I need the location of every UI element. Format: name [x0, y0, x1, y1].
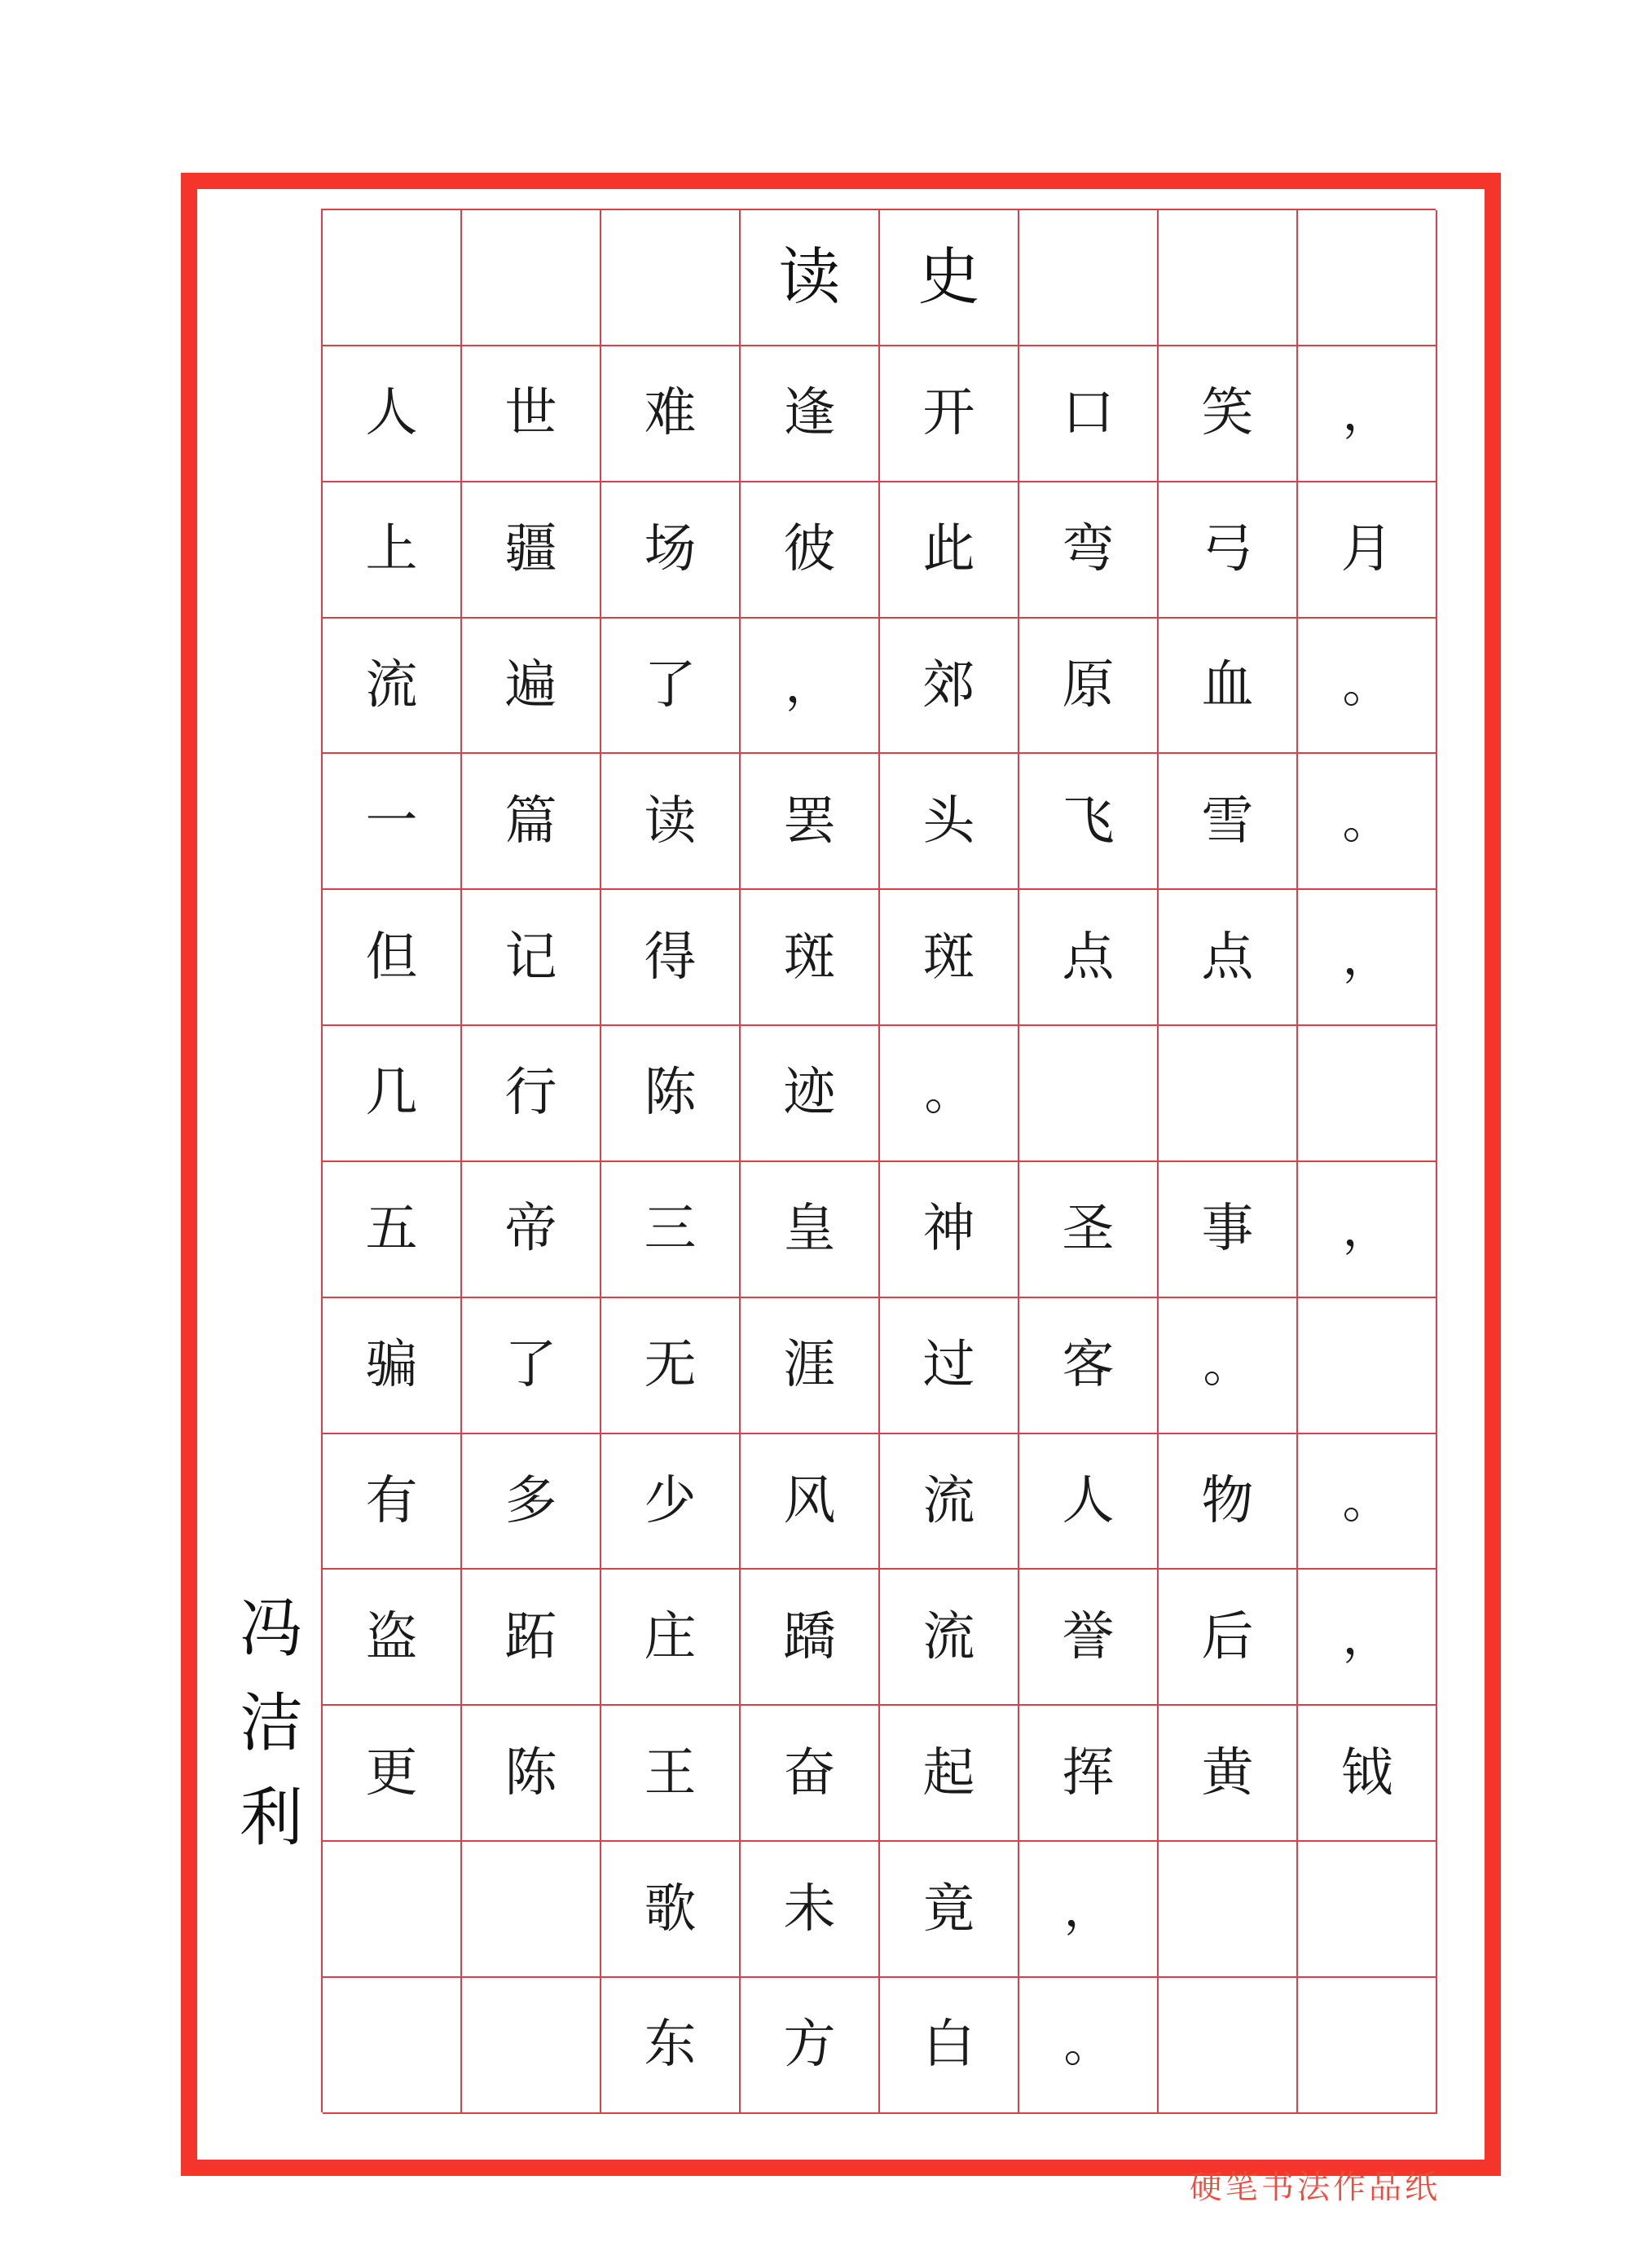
grid-cell [1298, 1978, 1437, 2114]
grid-cell: 奋 [741, 1706, 880, 1842]
grid-cell: 涯 [741, 1298, 880, 1434]
grid-cell: 钺 [1298, 1706, 1437, 1842]
grid-cell: 。 [1019, 1978, 1159, 2114]
grid-cell: 跖 [462, 1570, 601, 1706]
grid-cell: 难 [601, 346, 741, 482]
grid-cell: 血 [1159, 619, 1298, 755]
grid-cell [1019, 210, 1159, 346]
grid-cell: 篇 [462, 754, 601, 890]
grid-cell: 庄 [601, 1570, 741, 1706]
grid-cell: 口 [1019, 346, 1159, 482]
grid-cell: 了 [601, 619, 741, 755]
grid-cell: 开 [880, 346, 1019, 482]
grid-cell: 原 [1019, 619, 1159, 755]
grid-cell: 骗 [323, 1298, 462, 1434]
grid-cell: 场 [601, 482, 741, 619]
author-char: 洁 [239, 1687, 303, 1760]
grid-cell: 过 [880, 1298, 1019, 1434]
grid-cell: 陈 [601, 1026, 741, 1162]
grid-cell: 蹻 [741, 1570, 880, 1706]
grid-cell [462, 210, 601, 346]
grid-cell: 了 [462, 1298, 601, 1434]
grid-cell: 。 [1298, 754, 1437, 890]
grid-cell: 迹 [741, 1026, 880, 1162]
grid-cell: 少 [601, 1434, 741, 1570]
grid-cell: 挥 [1019, 1706, 1159, 1842]
grid-cell [323, 1842, 462, 1978]
grid-cell: 人 [1019, 1434, 1159, 1570]
grid-cell: 有 [323, 1434, 462, 1570]
grid-cell: 此 [880, 482, 1019, 619]
grid-cell: 三 [601, 1162, 741, 1298]
grid-cell: 更 [323, 1706, 462, 1842]
grid-cell: 。 [1298, 1434, 1437, 1570]
grid-cell: 得 [601, 890, 741, 1026]
title-char-cell: 史 [880, 210, 1019, 346]
grid-cell: ， [1298, 890, 1437, 1026]
author-char: 利 [239, 1781, 303, 1855]
grid-cell: 罢 [741, 754, 880, 890]
grid-cell [601, 210, 741, 346]
grid-cell [323, 1978, 462, 2114]
author-signature [235, 1592, 308, 1855]
grid-cell: 读 [601, 754, 741, 890]
grid-cell: 行 [462, 1026, 601, 1162]
grid-cell: 逢 [741, 346, 880, 482]
grid-cell: ， [1019, 1842, 1159, 1978]
grid-cell: 笑 [1159, 346, 1298, 482]
grid-cell: 记 [462, 890, 601, 1026]
grid-cell [1159, 1842, 1298, 1978]
grid-cell: 弓 [1159, 482, 1298, 619]
grid-cell: 月 [1298, 482, 1437, 619]
grid-cell: 流 [880, 1570, 1019, 1706]
grid-cell: 遍 [462, 619, 601, 755]
grid-cell: 事 [1159, 1162, 1298, 1298]
grid-cell: 彼 [741, 482, 880, 619]
grid-cell: 一 [323, 754, 462, 890]
grid-cell: 。 [1159, 1298, 1298, 1434]
grid-cell: 斑 [880, 890, 1019, 1026]
grid-cell: 方 [741, 1978, 880, 2114]
author-char: 冯 [239, 1592, 303, 1666]
grid-cell: 雪 [1159, 754, 1298, 890]
grid-cell: 皇 [741, 1162, 880, 1298]
grid-cell [1159, 1026, 1298, 1162]
grid-cell: 誉 [1019, 1570, 1159, 1706]
grid-cell: 神 [880, 1162, 1019, 1298]
grid-cell: 弯 [1019, 482, 1159, 619]
grid-cell: ， [1298, 346, 1437, 482]
grid-cell: 后 [1159, 1570, 1298, 1706]
grid-cell: 陈 [462, 1706, 601, 1842]
grid-cell [462, 1978, 601, 2114]
grid-cell [1159, 1978, 1298, 2114]
grid-cell: 上 [323, 482, 462, 619]
writing-grid [321, 209, 1436, 2112]
grid-cell: 流 [323, 619, 462, 755]
grid-cell: 。 [1298, 619, 1437, 755]
grid-cell: ， [1298, 1162, 1437, 1298]
grid-cell: 。 [880, 1026, 1019, 1162]
grid-cell: 歌 [601, 1842, 741, 1978]
paper-brand-label: 硬笔书法作品纸 [1190, 2169, 1441, 2206]
grid-cell: 点 [1019, 890, 1159, 1026]
grid-cell: 流 [880, 1434, 1019, 1570]
grid-cell: ， [1298, 1570, 1437, 1706]
grid-cell: 头 [880, 754, 1019, 890]
grid-cell [1298, 210, 1437, 346]
grid-cell [323, 210, 462, 346]
grid-cell: 客 [1019, 1298, 1159, 1434]
grid-cell: 疆 [462, 482, 601, 619]
grid-cell: ， [741, 619, 880, 755]
grid-cell [1019, 1026, 1159, 1162]
grid-cell: 郊 [880, 619, 1019, 755]
grid-cell: 圣 [1019, 1162, 1159, 1298]
grid-cell [1298, 1026, 1437, 1162]
grid-cell [1298, 1298, 1437, 1434]
grid-cell: 起 [880, 1706, 1019, 1842]
grid-cell: 帝 [462, 1162, 601, 1298]
grid-cell: 但 [323, 890, 462, 1026]
grid-cell: 物 [1159, 1434, 1298, 1570]
grid-cell [462, 1842, 601, 1978]
grid-cell: 五 [323, 1162, 462, 1298]
grid-cell: 盗 [323, 1570, 462, 1706]
grid-cell: 未 [741, 1842, 880, 1978]
grid-cell: 点 [1159, 890, 1298, 1026]
grid-cell: 白 [880, 1978, 1019, 2114]
grid-cell: 几 [323, 1026, 462, 1162]
grid-cell: 世 [462, 346, 601, 482]
grid-cell: 多 [462, 1434, 601, 1570]
grid-cell: 东 [601, 1978, 741, 2114]
grid-cell [1298, 1842, 1437, 1978]
grid-cell: 人 [323, 346, 462, 482]
grid-cell: 王 [601, 1706, 741, 1842]
grid-cell: 黄 [1159, 1706, 1298, 1842]
grid-cell: 无 [601, 1298, 741, 1434]
grid-cell: 风 [741, 1434, 880, 1570]
grid-cell: 竟 [880, 1842, 1019, 1978]
title-char-cell: 读 [741, 210, 880, 346]
grid-cell: 飞 [1019, 754, 1159, 890]
grid-cell [1159, 210, 1298, 346]
grid-cell: 斑 [741, 890, 880, 1026]
